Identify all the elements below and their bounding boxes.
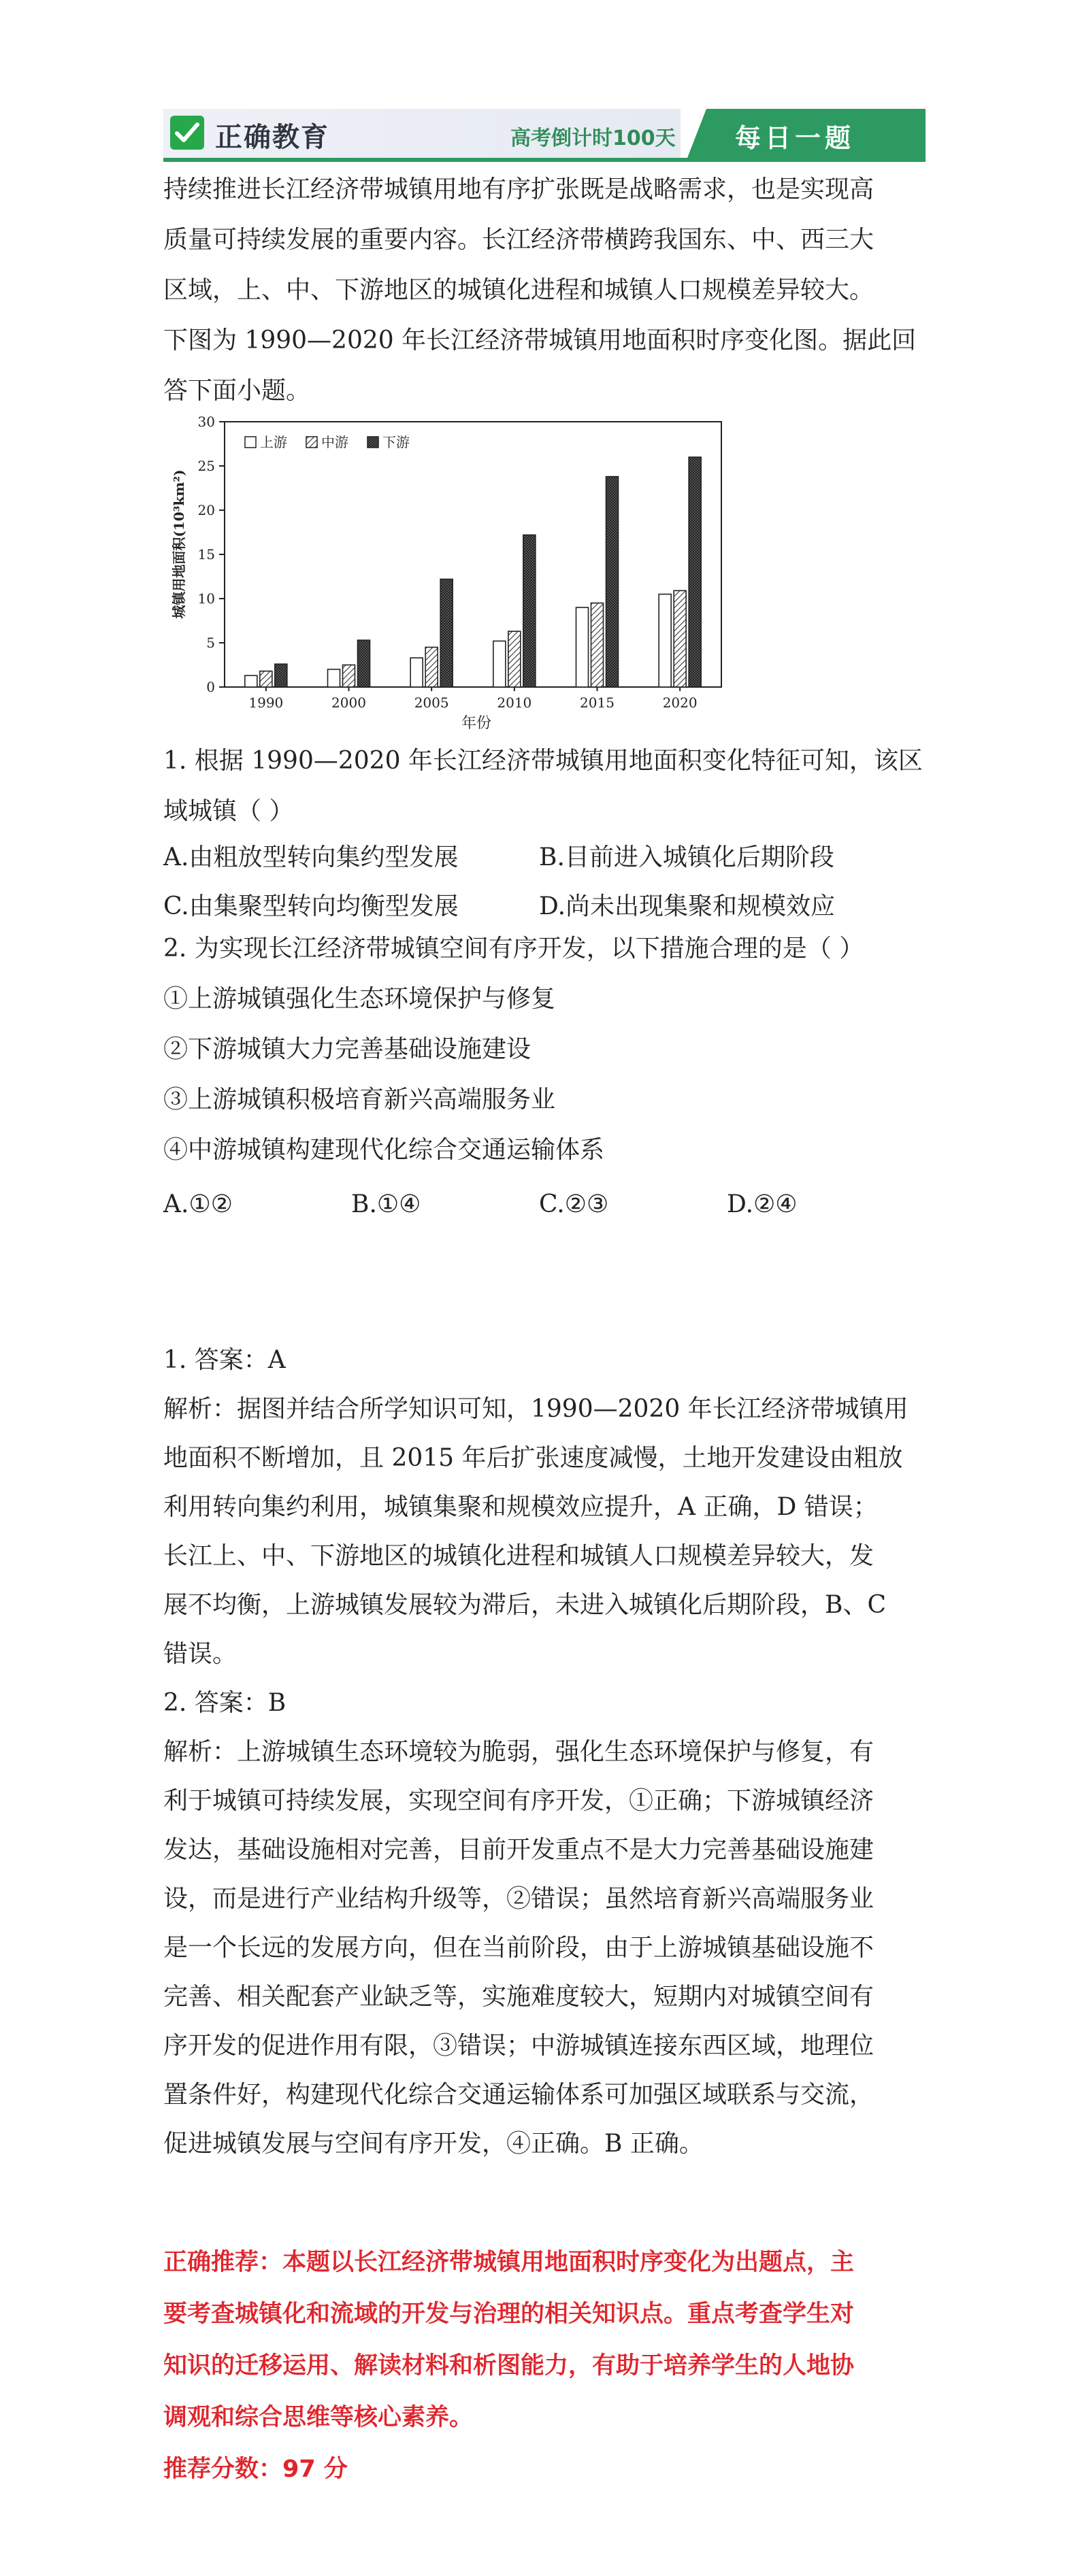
y-tick-label: 15 xyxy=(197,546,215,563)
daily-tag: 每日一题 xyxy=(735,123,855,153)
q1-option-a: A.由粗放型转向集约型发展 xyxy=(163,843,459,871)
legend-swatch xyxy=(245,437,256,448)
legend-swatch xyxy=(367,437,378,448)
question-1-stem: 域城镇（ ） xyxy=(163,797,294,825)
intro-line: 区域，上、中、下游地区的城镇化进程和城镇人口规模差异较大。 xyxy=(163,276,874,304)
bar-中游-2010 xyxy=(508,631,521,687)
answer-2-title: 2. 答案：B xyxy=(163,1689,287,1717)
answer-1 xyxy=(163,1336,919,1679)
q1-option-c: C.由集聚型转向均衡型发展 xyxy=(163,892,459,920)
answer-2-line: 利于城镇可持续发展，实现空间有序开发，①正确；下游城镇经济 xyxy=(163,1787,874,1815)
answer-1-line: 地面积不断增加，且 2015 年后扩张速度减慢，土地开发建设由粗放 xyxy=(163,1444,903,1472)
q2-option-a: A.①② xyxy=(163,1190,233,1218)
recommend-line: 知识的迁移运用、解读材料和析图能力，有助于培养学生的人地协 xyxy=(163,2352,855,2379)
question-1 xyxy=(163,736,923,837)
q2-item: ①上游城镇强化生态环境保护与修复 xyxy=(163,985,556,1013)
answer-2 xyxy=(163,1679,919,2169)
x-tick-label: 2005 xyxy=(414,695,449,711)
y-tick-label: 10 xyxy=(197,590,215,607)
bar-上游-1990 xyxy=(245,675,257,687)
legend-label: 中游 xyxy=(321,434,348,450)
intro-line: 持续推进长江经济带城镇用地有序扩张既是战略需求，也是实现高 xyxy=(163,175,874,203)
y-axis-label xyxy=(171,469,187,618)
brand-name: 正确教育 xyxy=(215,122,329,153)
bar-中游-2000 xyxy=(343,665,355,688)
y-tick-label: 5 xyxy=(206,635,215,651)
question-1-stem: 1. 根据 1990—2020 年长江经济带城镇用地面积变化特征可知，该区 xyxy=(163,747,923,775)
bar-chart xyxy=(163,408,749,735)
bar-下游-2015 xyxy=(606,477,619,687)
recommend-score: 推荐分数：97 分 xyxy=(163,2456,348,2483)
header-banner xyxy=(163,109,926,158)
x-tick-label: 2015 xyxy=(580,695,615,711)
answer-2-line: 促进城镇发展与空间有序开发，④正确。B 正确。 xyxy=(163,2130,704,2158)
header-underline xyxy=(163,158,926,162)
answer-2-line: 发达，基础设施相对完善，目前开发重点不是大力完善基础设施建 xyxy=(163,1836,874,1864)
answer-1-title: 1. 答案：A xyxy=(163,1346,286,1374)
bar-下游-2000 xyxy=(358,640,370,687)
q2-option-b: B.①④ xyxy=(351,1190,421,1218)
answer-2-line: 是一个长远的发展方向，但在当前阶段，由于上游城镇基础设施不 xyxy=(163,1934,874,1962)
y-tick-label: 30 xyxy=(197,414,215,430)
x-tick-label: 1990 xyxy=(248,695,284,711)
legend-label: 上游 xyxy=(260,434,287,450)
y-tick-label: 20 xyxy=(197,502,215,518)
recommend-line: 正确推荐：本题以长江经济带城镇用地面积时序变化为出题点，主 xyxy=(163,2249,855,2276)
y-tick-label: 0 xyxy=(206,679,215,695)
countdown-text: 高考倒计时100天 xyxy=(510,127,676,150)
bar-中游-2015 xyxy=(591,603,604,688)
answer-1-line: 错误。 xyxy=(163,1640,238,1668)
bar-下游-2020 xyxy=(689,457,701,687)
question-2-stem: 2. 为实现长江经济带城镇空间有序开发，以下措施合理的是（ ） xyxy=(163,935,864,963)
answer-2-line: 置条件好，构建现代化综合交通运输体系可加强区域联系与交流， xyxy=(163,2081,874,2109)
answer-2-line: 序开发的促进作用有限，③错误；中游城镇连接东西区域，地理位 xyxy=(163,2032,874,2060)
answer-2-line: 解析：上游城镇生态环境较为脆弱，强化生态环境保护与修复，有 xyxy=(163,1738,874,1766)
bar-上游-2000 xyxy=(328,669,340,687)
q2-option-d: D.②④ xyxy=(727,1190,798,1218)
bar-下游-2010 xyxy=(523,535,536,687)
land-area-chart xyxy=(163,408,749,735)
intro-line: 质量可持续发展的重要内容。长江经济带横跨我国东、中、西三大 xyxy=(163,226,874,254)
x-axis-title: 年份 xyxy=(461,715,492,732)
y-tick-label: 25 xyxy=(197,458,215,474)
bar-上游-2005 xyxy=(410,658,423,687)
intro-line: 下图为 1990—2020 年长江经济带城镇用地面积时序变化图。据此回 xyxy=(163,327,917,354)
bar-上游-2010 xyxy=(493,641,506,687)
q1-option-b: B.目前进入城镇化后期阶段 xyxy=(539,843,834,871)
q2-item: ④中游城镇构建现代化综合交通运输体系 xyxy=(163,1136,605,1164)
answer-1-line: 展不均衡，上游城镇发展较为滞后，未进入城镇化后期阶段，B、C xyxy=(163,1591,887,1619)
bar-下游-1990 xyxy=(275,664,287,687)
answer-1-line: 长江上、中、下游地区的城镇化进程和城镇人口规模差异较大，发 xyxy=(163,1542,874,1570)
recommend-line: 调观和综合思维等核心素养。 xyxy=(163,2404,474,2431)
answer-1-line: 利用转向集约利用，城镇集聚和规模效应提升，A 正确，D 错误； xyxy=(163,1493,878,1521)
answer-2-line: 完善、相关配套产业缺乏等，实施难度较大，短期内对城镇空间有 xyxy=(163,1983,874,2011)
bar-上游-2015 xyxy=(576,607,589,687)
legend-swatch xyxy=(306,437,317,448)
legend-label: 下游 xyxy=(382,434,410,450)
y-axis-title: 城镇用地面积(10³km²) xyxy=(171,469,187,619)
check-icon xyxy=(170,116,204,150)
bar-下游-2005 xyxy=(440,579,453,687)
bar-上游-2020 xyxy=(659,595,671,688)
bar-中游-2020 xyxy=(674,590,686,687)
x-tick-label: 2000 xyxy=(331,695,366,711)
bar-中游-1990 xyxy=(260,671,272,687)
x-tick-label: 2010 xyxy=(497,695,532,711)
q2-item: ③上游城镇积极培育新兴高端服务业 xyxy=(163,1086,556,1114)
bar-中游-2005 xyxy=(425,648,438,688)
q2-item: ②下游城镇大力完善基础设施建设 xyxy=(163,1035,531,1063)
recommendation xyxy=(163,2237,919,2495)
plot-frame xyxy=(225,422,721,687)
intro-paragraph xyxy=(163,165,919,416)
q1-option-d: D.尚未出现集聚和规模效应 xyxy=(539,892,836,920)
intro-line: 答下面小题。 xyxy=(163,377,311,405)
q2-option-c: C.②③ xyxy=(539,1190,609,1218)
x-tick-label: 2020 xyxy=(662,695,698,711)
answer-1-line: 解析：据图并结合所学知识可知，1990—2020 年长江经济带城镇用 xyxy=(163,1395,909,1423)
question-2 xyxy=(163,924,919,1175)
answer-2-line: 设，而是进行产业结构升级等，②错误；虽然培育新兴高端服务业 xyxy=(163,1885,874,1913)
recommend-line: 要考查城镇化和流域的开发与治理的相关知识点。重点考查学生对 xyxy=(163,2301,855,2328)
